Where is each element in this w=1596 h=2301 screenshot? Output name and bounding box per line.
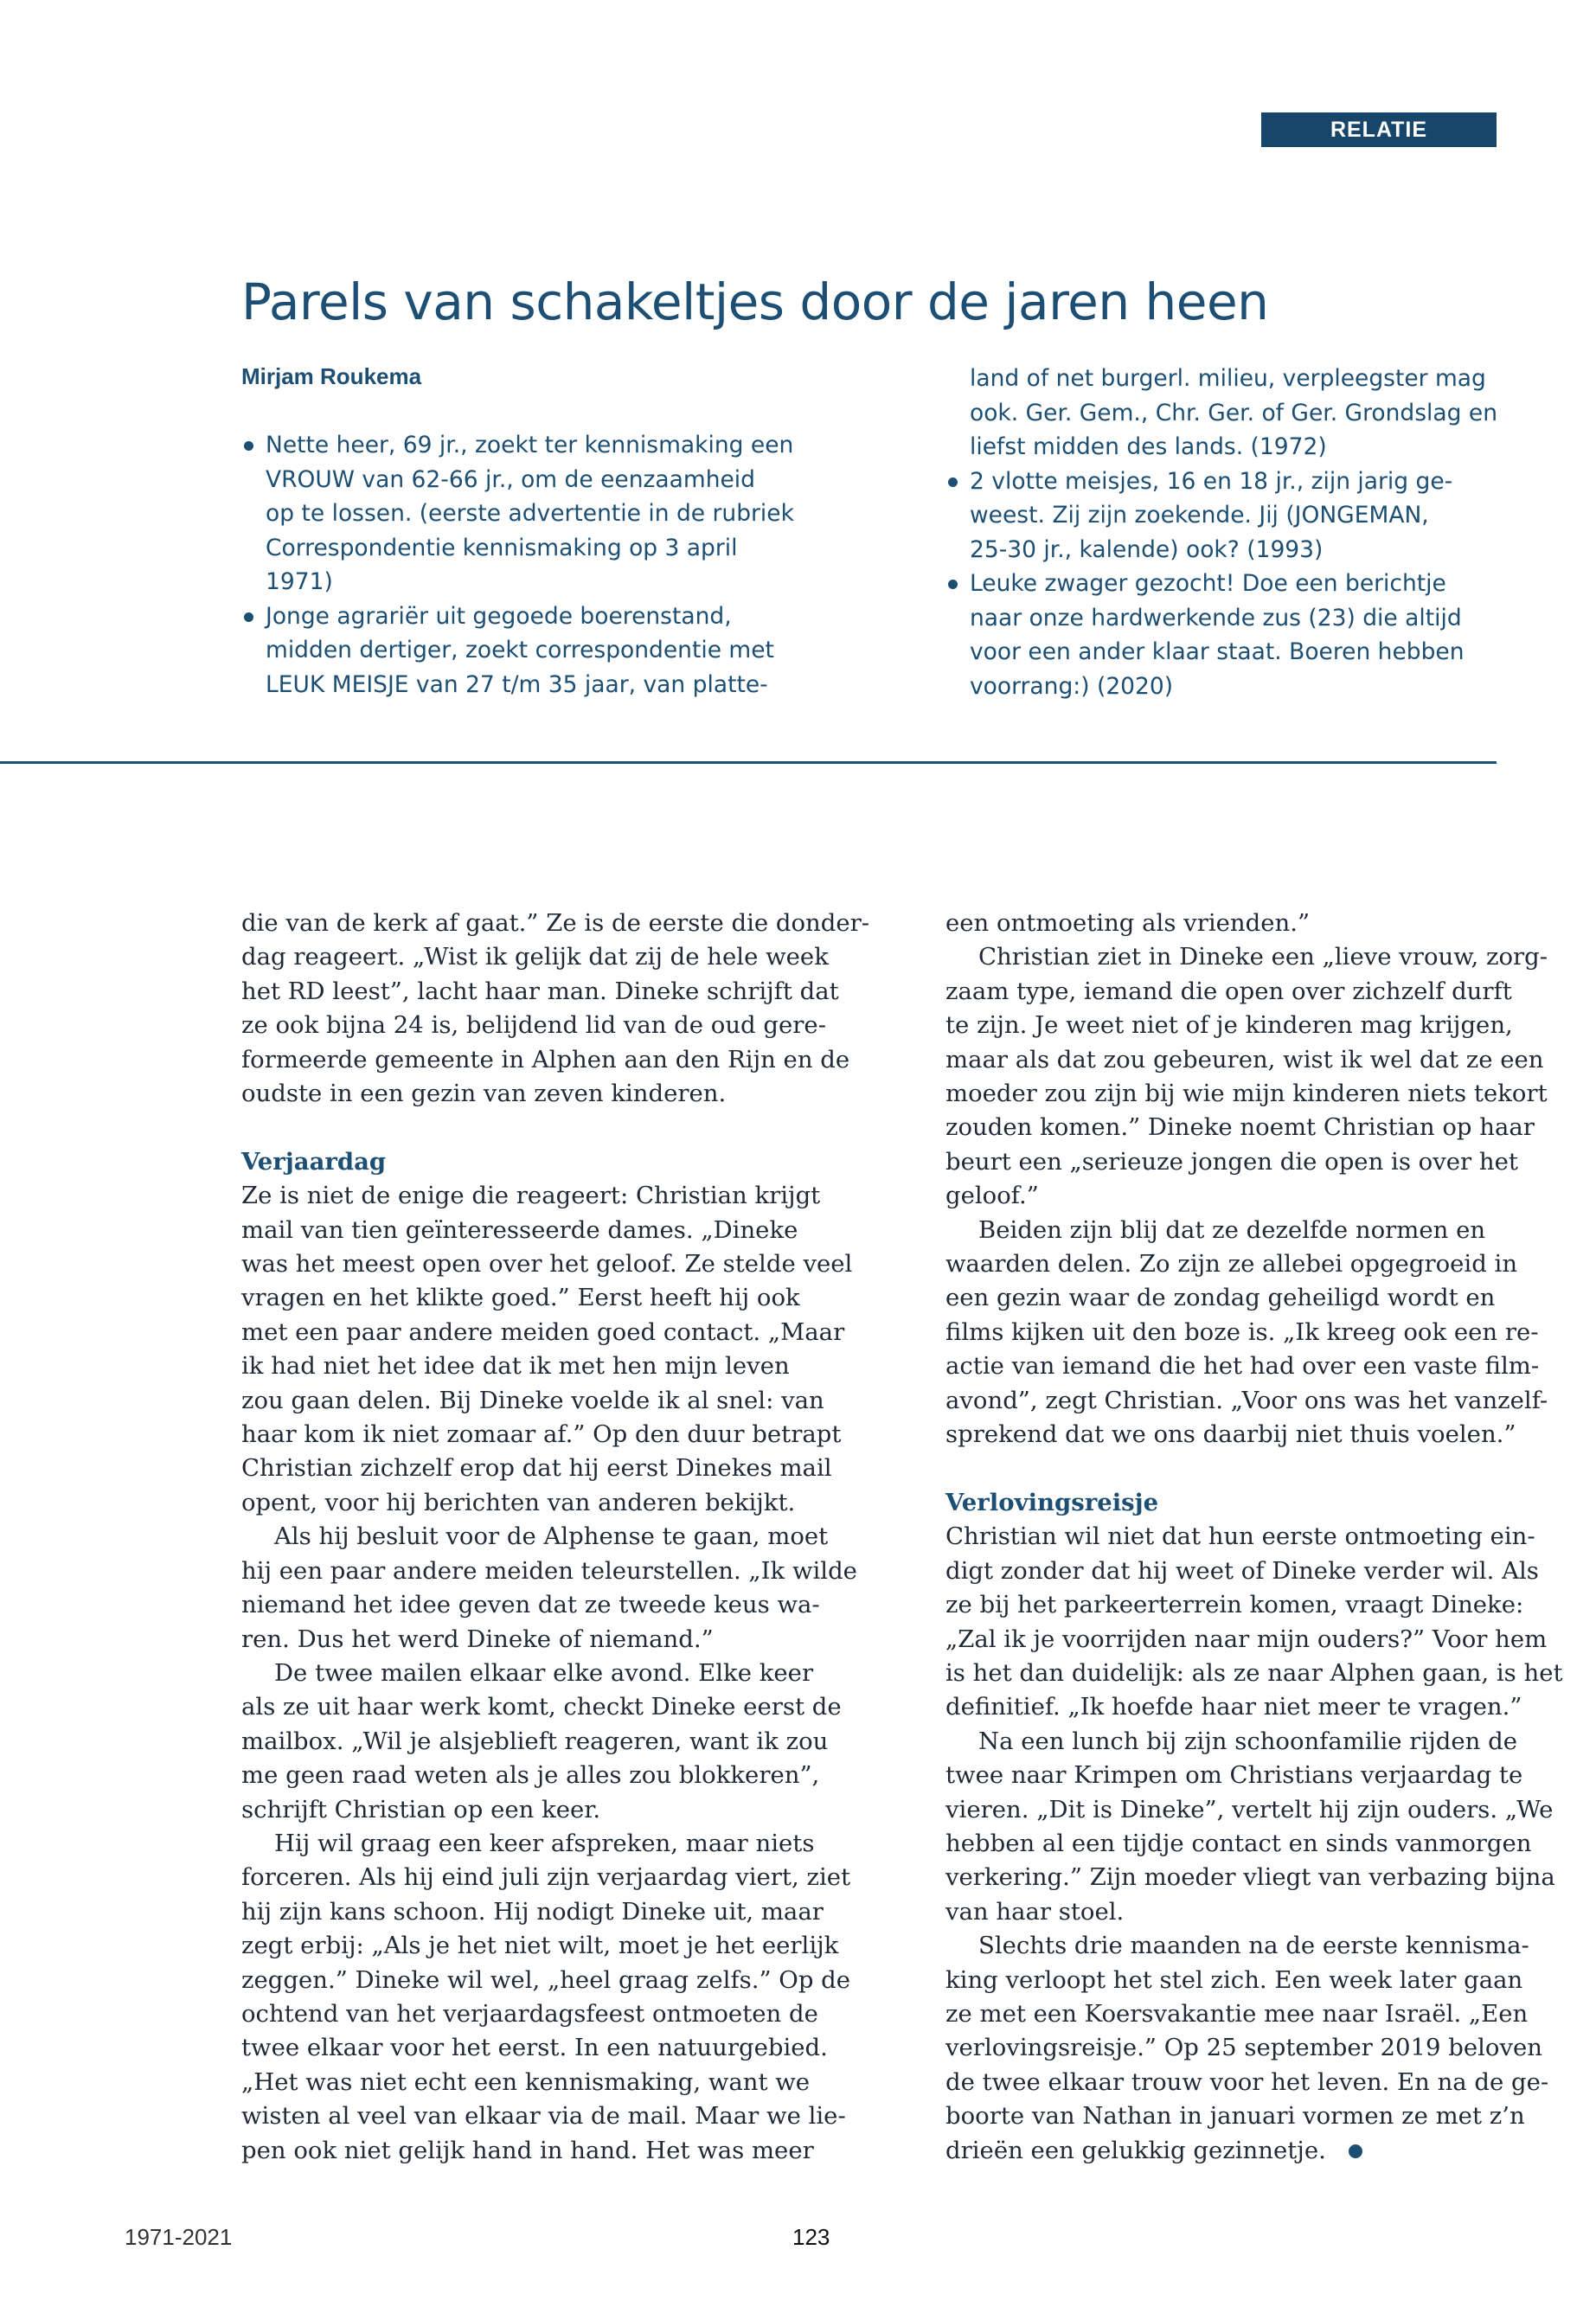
text-line: sprekend dat we ons daarbij niet thuis voelen.” [945,1420,1516,1449]
paragraph [945,1725,1555,1929]
text-line: van haar stoel. [945,1897,1125,1926]
ad-line: voor een ander klaar staat. Boeren hebben [970,638,1465,665]
page-number: 123 [792,2224,830,2250]
text-line: de twee elkaar trouw voor het leven. En na de ge- [945,2067,1549,2096]
end-of-article-dot-icon [1349,2144,1362,2158]
text-line: een ontmoeting als vrienden.” [945,909,1311,937]
paragraph [241,1827,851,2168]
intro-ads-left [241,428,812,702]
text-line: maar als dat zou gebeuren, wist ik wel dat ze een [945,1045,1544,1074]
ad-line: LEUK MEISJE van 27 t/m 35 jaar, van platte- [266,670,768,698]
ad-line: naar onze hardwerkende zus (23) die altijd [970,604,1462,631]
text-line: vieren. „Dit is Dineke”, vertelt hij zijn ouders. „We [945,1795,1554,1823]
text-line: Christian ziet in Dineke een „lieve vrouw, zorg- [978,943,1548,971]
text-line: zaam type, iemand die open over zichzelf durft [945,977,1512,1005]
paragraph [241,1657,842,1827]
ad-line: midden dertiger, zoekt correspondentie met [266,637,774,663]
text-line: oudste in een gezin van zeven kinderen. [241,1080,727,1108]
text-line: dag reageert. „Wist ik gelijk dat zij de hele week [241,943,829,971]
section-badge: RELATIE [1261,112,1497,147]
text-line: „Zal ik je voorrijden naar mijn ouders?” Voor hem [945,1625,1548,1653]
ad-line: ook. Ger. Gem., Chr. Ger. of Ger. Grondslag en [970,399,1497,426]
text-line: ze bij het parkeerterrein komen, vraagt Dineke: [945,1591,1524,1619]
text-line: mailbox. „Wil je alsjeblieft reageren, want ik zou [241,1727,829,1755]
text-line: Hij wil graag een keer afspreken, maar niets [274,1829,815,1857]
article-title: Parels van schakeltjes door de jaren heen [241,272,1269,331]
text-line: Na een lunch bij zijn schoonfamilie rijden de [978,1727,1517,1755]
paragraph [241,1520,857,1657]
text-line: hij zijn kans schoon. Hij nodigt Dineke uit, maar [241,1897,824,1926]
ad-line: weest. Zij zijn zoekende. Jij (JONGEMAN, [970,502,1429,529]
ad-line: 1971) [266,568,333,595]
ad-line: Nette heer, 69 jr., zoekt ter kennismaking een [266,432,794,458]
ad-item [945,567,1516,703]
text-line: Christian wil niet dat hun eerste ontmoeting ein- [945,1522,1535,1551]
ad-line: Correspondentie kennismaking op 3 april [266,534,738,561]
paragraph [945,907,1499,940]
ad-line: land of net burgerl. milieu, verpleegster mag [970,365,1486,392]
paragraph [945,1929,1549,2168]
text-line: haar kom ik niet zomaar af.” Op den duur betrapt [241,1420,842,1449]
ad-item-continued [945,362,1516,465]
text-line: het RD leest”, lacht haar man. Dineke schrijft dat [241,977,839,1005]
text-line: formeerde gemeente in Alphen aan den Rijn en de [241,1045,850,1074]
text-line: hij een paar andere meiden teleurstellen. „Ik wilde [241,1556,857,1585]
ad-line: VROUW van 62-66 jr., om de eenzaamheid [266,465,755,493]
text-line: actie van iemand die het had over een vaste film- [945,1352,1540,1381]
text-line: mail van tien geïnteresseerde dames. „Dineke [241,1215,798,1244]
text-line: geloof.” [945,1182,1039,1210]
text-line: hebben al een tijdje contact en sinds vanmorgen [945,1829,1532,1857]
text-line: „Het was niet echt een kennismaking, want we [241,2067,811,2096]
text-line: met een paar andere meiden goed contact. „Maar [241,1317,845,1346]
text-line-content: drieën een gelukkig gezinnetje. [945,2136,1326,2164]
paragraph [945,1520,1563,1724]
ad-item [241,428,812,599]
text-line: Christian zichzelf erop dat hij eerst Dinekes mail [241,1454,832,1483]
ad-line: 25-30 jr., kalende) ook? (1993) [970,535,1324,563]
text-line: zegt erbij: „Als je het niet wilt, moet je het eerlijk [241,1932,839,1960]
text-line: ze met een Koersvakantie mee naar Israël. „Een [945,1999,1529,2028]
text-line: opent, voor hij berichten van anderen bekijkt. [241,1488,796,1516]
intro-ads-right [945,362,1516,703]
text-line: niemand het idee geven dat ze tweede keus wa- [241,1591,820,1619]
text-line: die van de kerk af gaat.” Ze is de eerste die donder- [241,909,870,937]
text-line: schrijft Christian op een keer. [241,1795,601,1823]
ad-item [241,599,812,702]
ad-item [945,465,1516,567]
text-line: zouden komen.” Dineke noemt Christian op haar [945,1113,1535,1142]
text-line: forceren. Als hij eind juli zijn verjaardag viert, ziet [241,1863,851,1892]
text-line: een gezin waar de zondag geheiligd wordt en [945,1284,1496,1312]
body-column-right [945,907,1563,2168]
paragraph [241,907,870,1111]
text-line: is het dan duidelijk: als ze naar Alphen gaan, is het [945,1658,1563,1687]
text-line: pen ook niet gelijk hand in hand. Het was meer [241,2136,814,2164]
text-line: Als hij besluit voor de Alphense te gaan, moet [274,1522,829,1551]
text-line: Ze is niet de enige die reageert: Christian krijgt [241,1182,821,1210]
text-line: Slechts drie maanden na de eerste kennisma- [978,1932,1529,1960]
body-column-left [241,907,870,2168]
text-line: te zijn. Je weet niet of je kinderen mag krijgen, [945,1011,1513,1040]
text-line: waarden delen. Zo zijn ze allebei opgegroeid in [945,1250,1518,1279]
text-line: me geen raad weten als je alles zou blokkeren”, [241,1761,820,1790]
text-line: was het meest open over het geloof. Ze stelde veel [241,1250,853,1279]
text-line: zou gaan delen. Bij Dineke voelde ik al snel: van [241,1386,824,1414]
text-line: ik had niet het idee dat ik met hen mijn leven [241,1352,790,1381]
text-line: beurt een „serieuze jongen die open is over het [945,1147,1518,1176]
text-line: definitief. „Ik hoefde haar niet meer te vragen.” [945,1693,1522,1721]
ad-line: op te lossen. (eerste advertentie in de rubriek [266,500,794,527]
text-line [945,2134,1499,2168]
text-line: ze ook bijna 24 is, belijdend lid van de oud gere- [241,1011,826,1040]
ad-line: Jonge agrariër uit gegoede boerenstand, [266,602,732,630]
paragraph [945,940,1548,1213]
text-line: digt zonder dat hij weet of Dineke verder wil. Als [945,1556,1539,1585]
text-line: verlovingsreisje.” Op 25 september 2019 beloven [945,2034,1542,2062]
text-line: films kijken uit den boze is. „Ik kreeg ook een re- [945,1317,1539,1346]
text-line: moeder zou zijn bij wie mijn kinderen niets tekort [945,1080,1548,1108]
section-heading: Verlovingsreisje [945,1488,1159,1516]
text-line: ochtend van het verjaardagsfeest ontmoeten de [241,1999,818,2028]
paragraph [945,1214,1548,1452]
ad-line: liefst midden des lands. (1972) [970,433,1327,460]
section-divider [0,761,1497,764]
paragraph [241,1179,853,1520]
ad-line: Leuke zwager gezocht! Doe een berichtje [970,570,1446,597]
text-line: twee naar Krimpen om Christians verjaardag te [945,1761,1523,1790]
text-line: twee elkaar voor het eerst. In een natuurgebied. [241,2034,828,2062]
text-line: vragen en het klikte goed.” Eerst heeft hij ook [241,1284,800,1312]
text-line: als ze uit haar werk komt, checkt Dineke eerst de [241,1693,842,1721]
ad-line: 2 vlotte meisjes, 16 en 18 jr., zijn jarig ge- [970,467,1453,495]
ad-line: voorrang:) (2020) [970,672,1174,700]
text-line: avond”, zegt Christian. „Voor ons was het vanzelf- [945,1386,1548,1414]
text-line: ren. Dus het werd Dineke of niemand.” [241,1625,714,1653]
article-author: Mirjam Roukema [241,363,422,389]
text-line: king verloopt het stel zich. Een week later gaan [945,1965,1523,1994]
footer-year-range: 1971-2021 [125,2224,233,2250]
text-line: boorte van Nathan in januari vormen ze met z’n [945,2102,1525,2131]
text-line: De twee mailen elkaar elke avond. Elke keer [274,1658,814,1687]
text-line: wisten al veel van elkaar via de mail. Maar we lie- [241,2102,846,2131]
section-heading: Verjaardag [241,1147,387,1176]
text-line: zeggen.” Dineke wil wel, „heel graag zelfs.” Op de [241,1965,851,1994]
text-line: Beiden zijn blij dat ze dezelfde normen en [978,1215,1486,1244]
text-line: verkering.” Zijn moeder vliegt van verbazing bijna [945,1863,1555,1892]
